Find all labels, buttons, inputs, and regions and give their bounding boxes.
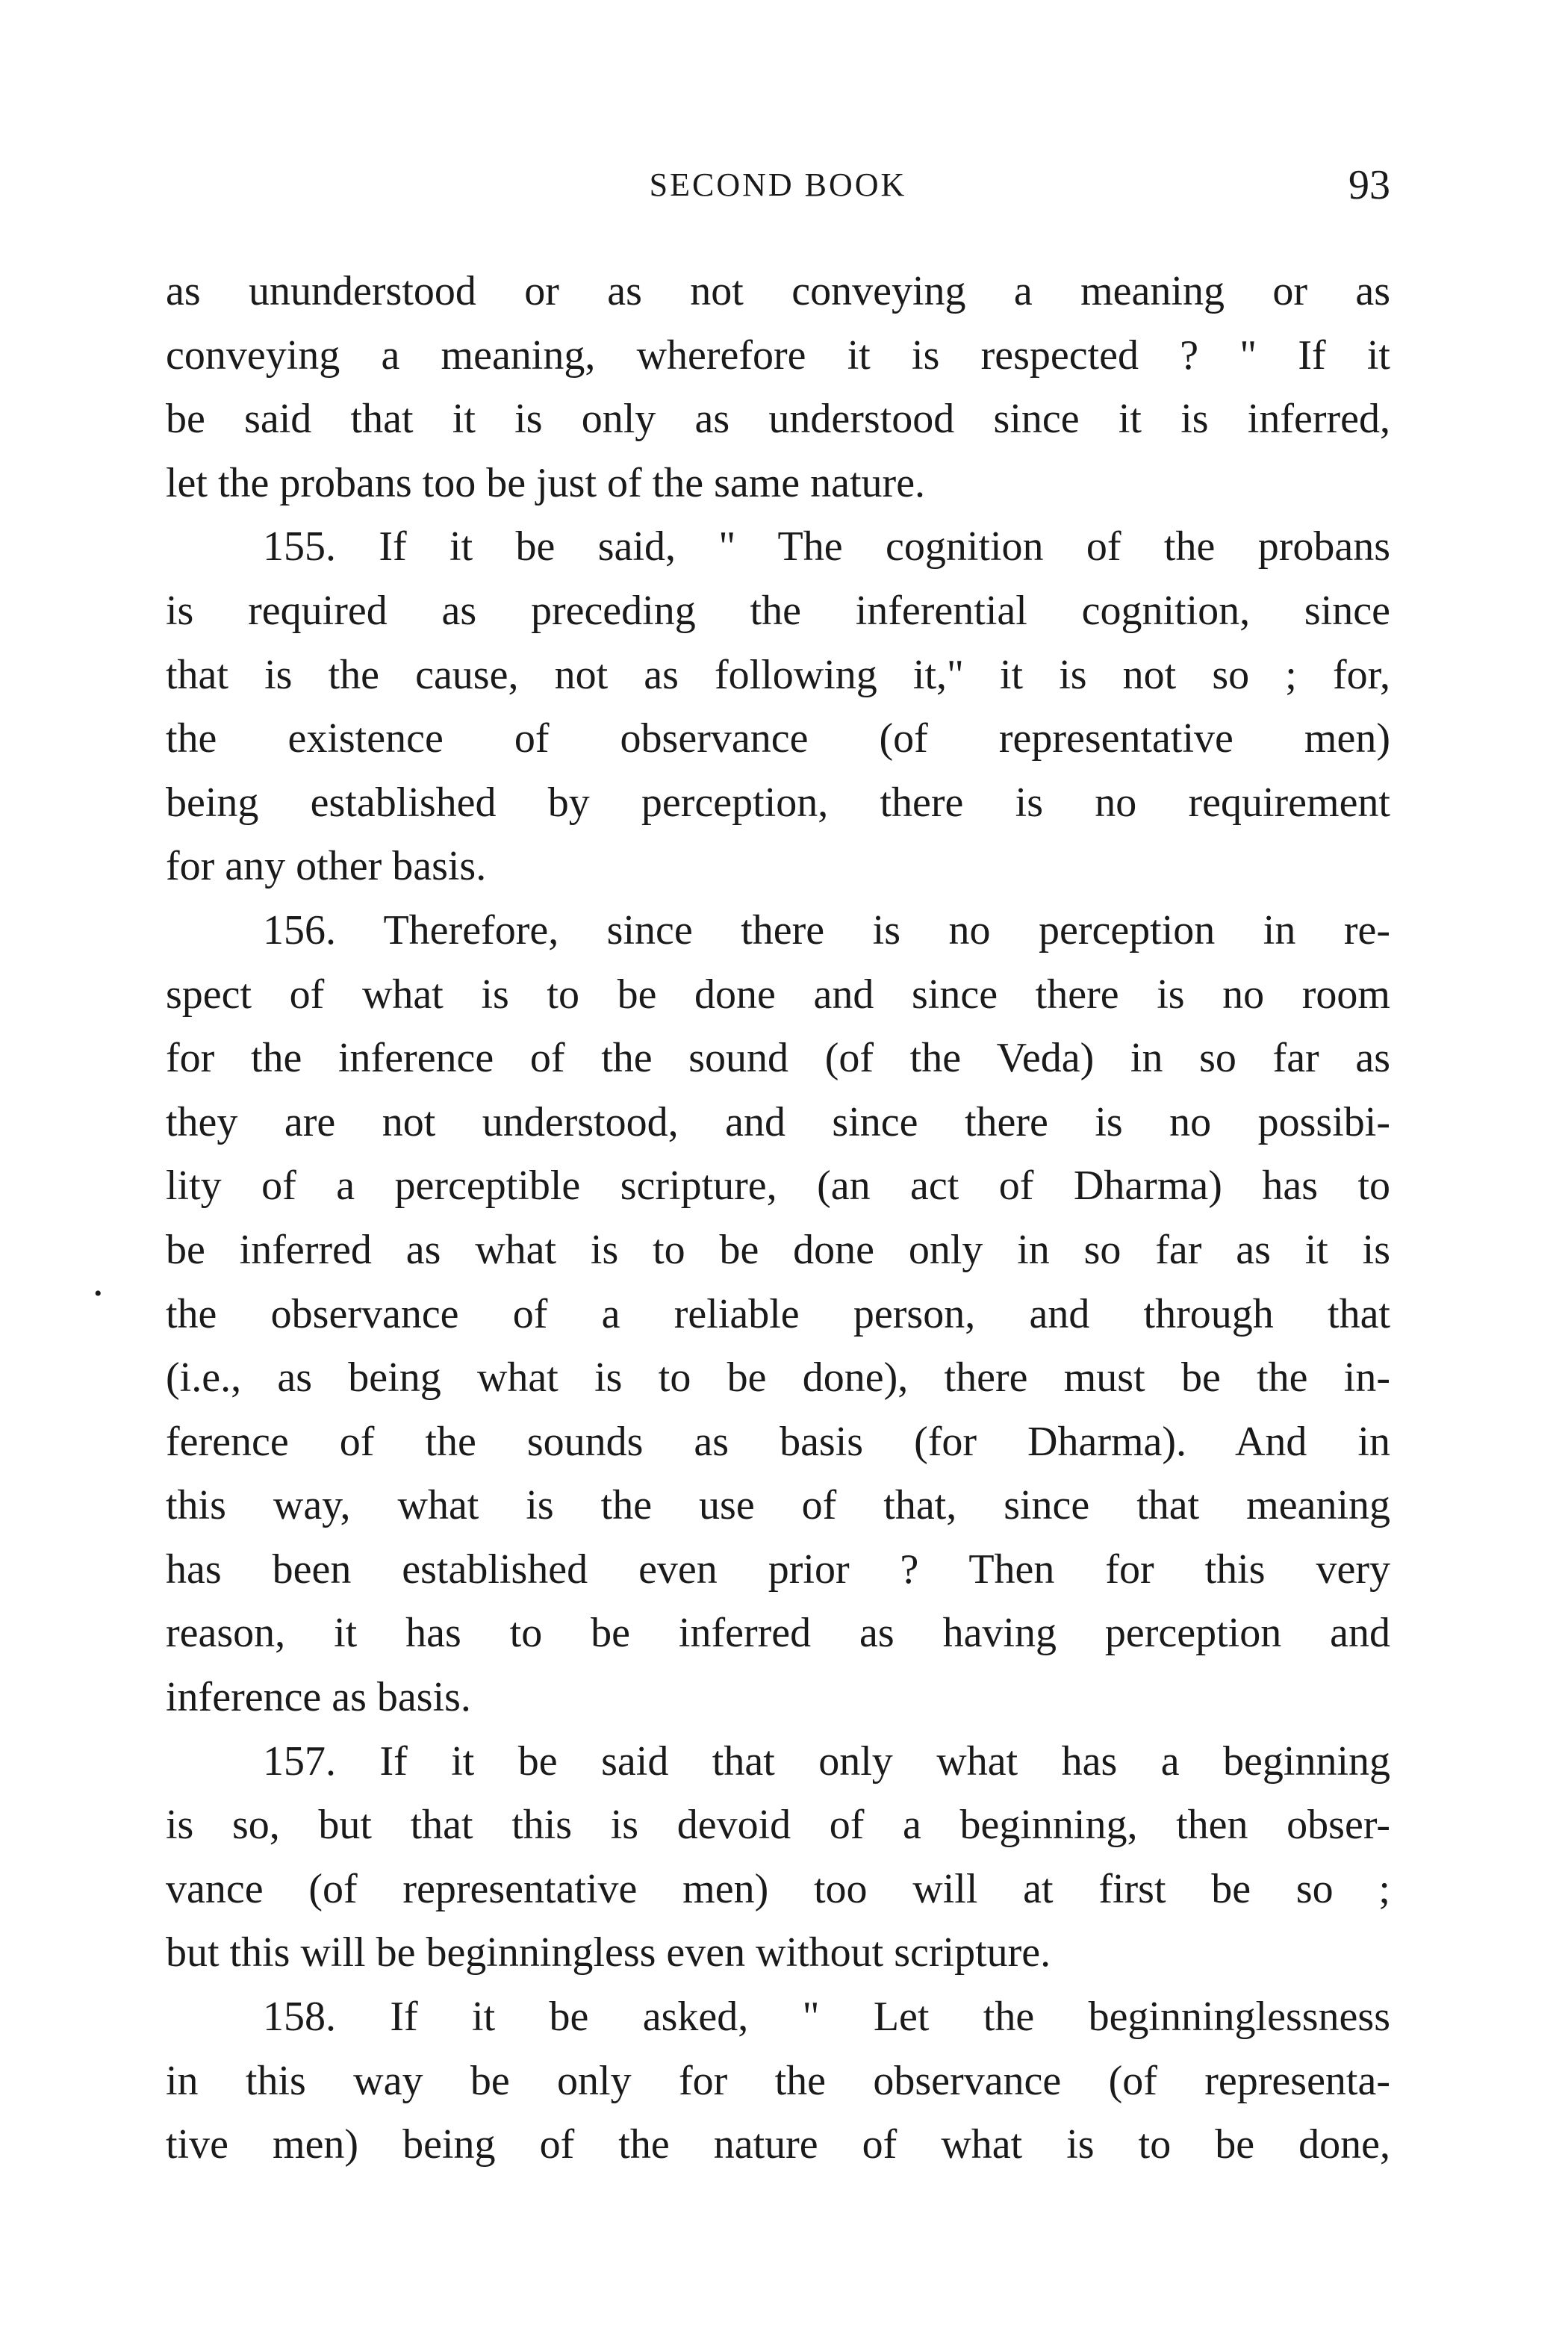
text-line: being established by perception, there is no requirement bbox=[166, 779, 1390, 826]
text-line: inference as basis. bbox=[166, 1674, 471, 1721]
text-line: is required as preceding the inferential cognition, since bbox=[166, 587, 1390, 634]
text-line: is so, but that this is devoid of a beginning, then obser- bbox=[166, 1802, 1390, 1849]
paragraph-157-start: 157. If it be said that only what has a beginning bbox=[263, 1737, 1390, 1785]
text-line: this way, what is the use of that, since that meaning bbox=[166, 1482, 1390, 1529]
text-line: (i.e., as being what is to be done), there must be the in- bbox=[166, 1354, 1390, 1401]
text-line: be inferred as what is to be done only in so far as it is bbox=[166, 1226, 1390, 1273]
margin-mark: • bbox=[94, 1281, 102, 1306]
text-line: has been established even prior ? Then for this very bbox=[166, 1546, 1390, 1593]
text-line: in this way be only for the observance (of representa- bbox=[166, 2057, 1390, 2104]
text-line: for the inference of the sound (of the Veda) in so far as bbox=[166, 1035, 1390, 1082]
text-line: lity of a perceptible scripture, (an act of Dharma) has to bbox=[166, 1163, 1390, 1210]
body-text bbox=[166, 260, 1390, 2177]
text-line: the observance of a reliable person, and through that bbox=[166, 1290, 1390, 1337]
paragraph-158-start: 158. If it be asked, " Let the beginninglessness bbox=[263, 1994, 1390, 2041]
page-number: 93 bbox=[1348, 162, 1390, 208]
paragraph-155-start: 155. If it be said, " The cognition of the probans bbox=[263, 523, 1390, 570]
text-line: they are not understood, and since there is no possibi- bbox=[166, 1098, 1390, 1145]
text-line: for any other basis. bbox=[166, 843, 487, 890]
text-line: the existence of observance (of representative men) bbox=[166, 715, 1390, 762]
text-line: be said that it is only as understood since it is inferred, bbox=[166, 396, 1390, 443]
text-line: spect of what is to be done and since there is no room bbox=[166, 971, 1390, 1018]
text-line: ference of the sounds as basis (for Dharma). And in bbox=[166, 1418, 1390, 1465]
paragraph-156-start: 156. Therefore, since there is no perception in re- bbox=[263, 906, 1390, 953]
text-line: tive men) being of the nature of what is to be done, bbox=[166, 2121, 1390, 2168]
running-head: SECOND BOOK bbox=[649, 167, 907, 203]
text-line: but this will be beginningless even without scripture. bbox=[166, 1929, 1051, 1976]
text-line: reason, it has to be inferred as having perception and bbox=[166, 1610, 1390, 1657]
page-header bbox=[166, 162, 1390, 218]
text-line: conveying a meaning, wherefore it is respected ? " If it bbox=[166, 332, 1390, 379]
text-line: vance (of representative men) too will at first be so ; bbox=[166, 1865, 1390, 1912]
text-line: that is the cause, not as following it," it is not so ; for, bbox=[166, 651, 1390, 698]
text-line: as ununderstood or as not conveying a meaning or as bbox=[166, 268, 1390, 314]
text-line: let the probans too be just of the same nature. bbox=[166, 459, 926, 506]
